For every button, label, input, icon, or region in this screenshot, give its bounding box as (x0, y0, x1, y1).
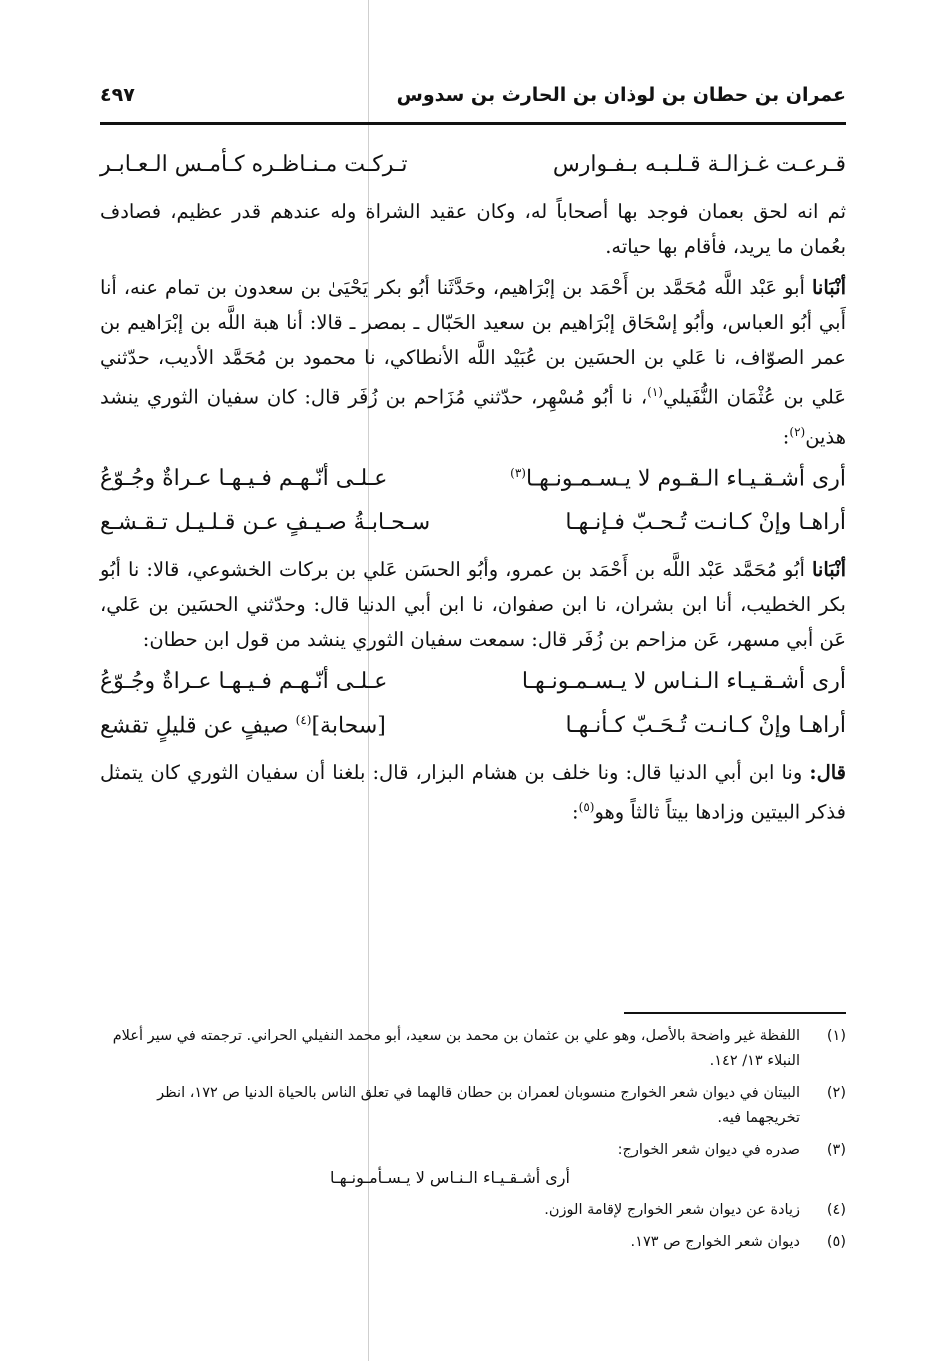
footnote-number: (٤) (826, 1202, 846, 1218)
verse-line (100, 460, 846, 504)
paragraph-text: أبو عَبْد اللَّه مُحَمَّد بن أَحْمَد بن إبْرَاهيم، وحَدَّثَنا أبُو بكر يَحْيَىٰ بن سعدون بن تمام عنه، أنا أَبي أبُو العباس، وأبُو إسْحَاق إبْرَاهيم بن سعيد الحَبّال ـ بمصر ـ قالا: أنا هبة اللَّه بن إبْرَاهيم بن عمر الصوّاف، نا عَلي بن الحسَين بن عُبَيْد اللَّه الأنطاكي، نا محمود بن مُحَمَّد الأديب، حدّثني عَلي بن عُثْمَان النُّفَيلي (100, 276, 846, 409)
verse-second-hemistich: عـلـى أنّـهـم فـيـهـا عـراةٌ وجُـوّعُ (100, 466, 388, 491)
page-number: ٤٩٧ (100, 84, 135, 106)
verse-second-hemistich: تـركـت مـنـاظـره كـأمـس الـعـابـر (100, 152, 408, 177)
paragraph-text: أبُو مُحَمَّد عَبْد اللَّه بن أَحْمَد بن عمرو، وأبُو الحسَن عَلي بن بركات الخشوعي، قالا: نا أبُو بكر الخطيب، أنا ابن بشران، نا ابن صفوان، نا ابن أبي الدنيا قال: وحدّثني الحسَين بن عَلي، عَن أبي مسهر، عَن مزاحم بن زُفَر قال: سمعت سفيان الثوري ينشد من قول ابن حطان: (100, 558, 846, 651)
paragraph-text: : (572, 800, 579, 824)
paragraph: ثم انه لحق بعمان فوجد بها أصحاباً له، وكان عقيد الشراة وله عندهم قدر عظيم، فصادف بعُمان ما يريد، فأقام بها حياته. (100, 200, 846, 258)
footnote-ref: (٣) (510, 466, 526, 480)
running-header (100, 84, 846, 124)
footnote-text: اللفظة غير واضحة بالأصل، وهو علي بن عثمان بن محمد بن سعيد، أبو محمد النفيلي الحراني. ترجمته في سير أعلام النبلاء ١٣/ ١٤٢. (112, 1028, 800, 1069)
footnote (100, 1198, 846, 1223)
footnote-ref: (٤) (295, 713, 312, 727)
verse-first-hemistich (510, 466, 846, 491)
footnote-rule (624, 1012, 846, 1014)
hemistich-text: [سحابة] (311, 713, 386, 739)
footnote-number: (٥) (826, 1234, 846, 1250)
paragraph (100, 755, 846, 830)
paragraph-text: : (782, 425, 790, 448)
footnote-verse: أرى أشـقـيـاء الـنـاس لا يـسـأمـونـهـا (330, 1168, 570, 1187)
isnad-lead: أنْبَانا (811, 276, 846, 299)
footnote-number: (١) (826, 1028, 846, 1044)
footnote (100, 1081, 846, 1131)
verse-line (100, 707, 846, 751)
footnote (100, 1138, 846, 1190)
footnote-number: (٢) (826, 1085, 846, 1101)
running-title: عمران بن حطان بن لوذان بن الحارث بن سدوس (396, 84, 846, 106)
footnote-number: (٣) (826, 1142, 846, 1158)
paragraph-text: ونا ابن أبي الدنيا قال: ونا خلف بن هشام البزار، قال: بلغنا أن سفيان الثوري كان يتمثل فذكر البيتين وزادها بيتاً ثالثاً وهو (100, 761, 846, 824)
paragraph-lead: قال: (809, 761, 847, 784)
verse-second-hemistich: عـلـى أنّـهـم فـيـهـا عـراةٌ وجُـوّعُ (100, 669, 388, 694)
footnotes (100, 1024, 846, 1262)
verse-line (100, 504, 846, 548)
verse-second-hemistich: سـحـابـةُ صـيـفٍ عـن قـلـيـل تـقـشـع (100, 510, 431, 535)
footnote-ref: (١) (647, 385, 663, 399)
footnote (100, 1230, 846, 1255)
paragraph-text: ، نا أبُو مُسْهِر، حدّثني مُزَاحم بن زُفَر قال: كان سفيان الثوري ينشد هذين (100, 385, 846, 448)
footnote (100, 1024, 846, 1074)
footnote-ref: (٢) (789, 424, 806, 439)
footnote-text: ديوان شعر الخوارج ص ١٧٣. (630, 1234, 800, 1250)
hemistich-text: صيفٍ عن قليلٍ تقشع (100, 713, 296, 739)
footnote-ref: (٥) (578, 800, 595, 814)
verse-line (100, 146, 846, 190)
verse-first-hemistich: أراهـا وإنْ كـانـت تُـحـبّ فـإنـهـا (565, 510, 846, 535)
header-rule (100, 122, 846, 125)
verse-first-hemistich: أراهـا وإنْ كـانـت تُـحَـبّ كـأنـهـا (565, 713, 846, 738)
verse-first-hemistich: قـرعـت غـزالـة قـلـبـه بـفـوارس (552, 152, 846, 177)
paragraph (100, 270, 846, 454)
verse-second-hemistich (100, 713, 386, 738)
footnote-text: زيادة عن ديوان شعر الخوارج لإقامة الوزن. (544, 1202, 800, 1218)
hemistich-text: أرى أشـقـيـاء الـقـوم لا يـسـمـونـهـا (525, 466, 846, 492)
footnote-text: صدره في ديوان شعر الخوارج: (617, 1142, 800, 1158)
footnote-text: البيتان في ديوان شعر الخوارج منسوبان لعمران بن حطان قالهما في تعلق الناس بالحياة الدنيا ص ١٧٢، انظر تخريجهما فيه. (157, 1085, 800, 1126)
main-text (100, 146, 846, 836)
isnad-lead: أنْبَانا (811, 558, 847, 581)
verse-first-hemistich: أرى أشـقـيـاء الـنـاس لا يـسـمـونـهـا (521, 669, 846, 694)
paragraph (100, 552, 846, 657)
verse-line (100, 663, 846, 707)
